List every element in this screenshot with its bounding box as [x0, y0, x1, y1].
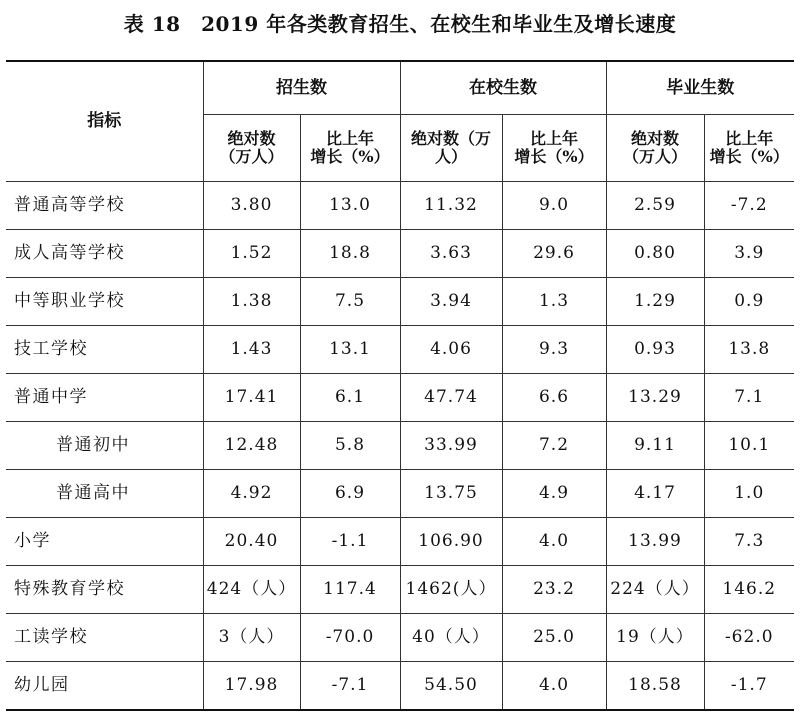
- subheader-line2: 增长（%）: [709, 147, 789, 166]
- table-cell: -7.1: [300, 662, 400, 711]
- subheader-cell: [704, 115, 794, 182]
- table-cell: 4.92: [203, 470, 300, 518]
- table-cell: 7.2: [502, 422, 606, 470]
- table-row: [6, 326, 794, 374]
- subheader-cell: [606, 115, 704, 182]
- table-cell: 1.43: [203, 326, 300, 374]
- table-cell: 7.5: [300, 278, 400, 326]
- table-cell: 224（人）: [606, 566, 704, 614]
- table-cell: 4.0: [502, 662, 606, 711]
- table-cell: 4.0: [502, 518, 606, 566]
- table-cell: 18.8: [300, 230, 400, 278]
- table-cell: 3.9: [704, 230, 794, 278]
- table-row: [6, 470, 794, 518]
- subheader-line1: 绝对数: [630, 129, 679, 149]
- row-label: 普通初中: [6, 422, 203, 470]
- table-cell: 0.80: [606, 230, 704, 278]
- table-title: 表 18 2019 年各类教育招生、在校生和毕业生及增长速度: [123, 12, 677, 36]
- table-cell: 1.52: [203, 230, 300, 278]
- table-cell: 12.48: [203, 422, 300, 470]
- table-cell: 11.32: [400, 182, 502, 230]
- subheader-line2: 增长（%）: [310, 147, 390, 166]
- table-cell: -1.7: [704, 662, 794, 711]
- table-cell: 13.75: [400, 470, 502, 518]
- table-cell: 13.99: [606, 518, 704, 566]
- indicator-header: 指标: [6, 61, 203, 182]
- table-cell: 7.3: [704, 518, 794, 566]
- table-row: [6, 422, 794, 470]
- table-cell: 6.9: [300, 470, 400, 518]
- table-row: [6, 278, 794, 326]
- table-cell: 106.90: [400, 518, 502, 566]
- subheader-line1: 绝对数: [227, 129, 276, 149]
- table-cell: 146.2: [704, 566, 794, 614]
- subheader-cell: [300, 115, 400, 182]
- row-label: 技工学校: [6, 326, 203, 374]
- table-cell: 10.1: [704, 422, 794, 470]
- table-cell: 13.8: [704, 326, 794, 374]
- table-cell: 13.0: [300, 182, 400, 230]
- row-label: 幼儿园: [6, 662, 203, 711]
- subheader-line2: 人）: [434, 147, 467, 166]
- subheader-line1: 比上年: [325, 129, 374, 149]
- table-body: [6, 182, 794, 711]
- table-row: [6, 566, 794, 614]
- table-cell: 1462(人）: [400, 566, 502, 614]
- table-cell: 9.11: [606, 422, 704, 470]
- table-cell: 1.0: [704, 470, 794, 518]
- row-label: 普通高中: [6, 470, 203, 518]
- table-cell: 13.1: [300, 326, 400, 374]
- row-label: 工读学校: [6, 614, 203, 662]
- row-label: 特殊教育学校: [6, 566, 203, 614]
- table-cell: 3.80: [203, 182, 300, 230]
- table-cell: 7.1: [704, 374, 794, 422]
- table-cell: 13.29: [606, 374, 704, 422]
- education-table: [6, 60, 794, 711]
- subheader-line1: 比上年: [725, 129, 774, 149]
- table-cell: 19（人）: [606, 614, 704, 662]
- table-row: [6, 230, 794, 278]
- table-cell: 54.50: [400, 662, 502, 711]
- table-cell: 20.40: [203, 518, 300, 566]
- table-cell: 1.38: [203, 278, 300, 326]
- table-cell: 47.74: [400, 374, 502, 422]
- table-cell: 5.8: [300, 422, 400, 470]
- table-cell: 0.9: [704, 278, 794, 326]
- table-cell: 117.4: [300, 566, 400, 614]
- table-cell: 40（人）: [400, 614, 502, 662]
- subheader-cell: [400, 115, 502, 182]
- table-cell: 4.9: [502, 470, 606, 518]
- table-cell: 0.93: [606, 326, 704, 374]
- table-cell: 1.29: [606, 278, 704, 326]
- table-cell: 29.6: [502, 230, 606, 278]
- table-cell: 23.2: [502, 566, 606, 614]
- row-label: 中等职业学校: [6, 278, 203, 326]
- table-row: [6, 518, 794, 566]
- table-cell: 424（人）: [203, 566, 300, 614]
- table-cell: 3.63: [400, 230, 502, 278]
- table-cell: -1.1: [300, 518, 400, 566]
- table-row: [6, 182, 794, 230]
- table-cell: 3.94: [400, 278, 502, 326]
- subheader-cell: [502, 115, 606, 182]
- table-cell: -62.0: [704, 614, 794, 662]
- table-cell: 33.99: [400, 422, 502, 470]
- table-cell: 6.6: [502, 374, 606, 422]
- table-cell: 4.06: [400, 326, 502, 374]
- table-cell: -70.0: [300, 614, 400, 662]
- subheader-line2: （万人）: [219, 147, 284, 166]
- subheader-line2: 增长（%）: [514, 147, 594, 166]
- group-header-in-school: 在校生数: [400, 61, 606, 115]
- row-label: 普通中学: [6, 374, 203, 422]
- table-cell: 4.17: [606, 470, 704, 518]
- row-label: 小学: [6, 518, 203, 566]
- table-cell: 25.0: [502, 614, 606, 662]
- table-cell: 18.58: [606, 662, 704, 711]
- table-cell: 6.1: [300, 374, 400, 422]
- subheader-line1: 绝对数（万: [410, 129, 491, 149]
- row-label: 成人高等学校: [6, 230, 203, 278]
- table-cell: 3（人）: [203, 614, 300, 662]
- subheader-line1: 比上年: [529, 129, 578, 149]
- table-cell: 9.0: [502, 182, 606, 230]
- table-cell: 2.59: [606, 182, 704, 230]
- group-header-enrollment: 招生数: [203, 61, 400, 115]
- group-header-graduates: 毕业生数: [606, 61, 794, 115]
- table-row: [6, 614, 794, 662]
- table-cell: -7.2: [704, 182, 794, 230]
- table-row: [6, 662, 794, 711]
- subheader-cell: [203, 115, 300, 182]
- row-label: 普通高等学校: [6, 182, 203, 230]
- subheader-line2: （万人）: [622, 147, 687, 166]
- table-cell: 17.98: [203, 662, 300, 711]
- table-cell: 9.3: [502, 326, 606, 374]
- table-cell: 1.3: [502, 278, 606, 326]
- table-row: [6, 374, 794, 422]
- table-cell: 17.41: [203, 374, 300, 422]
